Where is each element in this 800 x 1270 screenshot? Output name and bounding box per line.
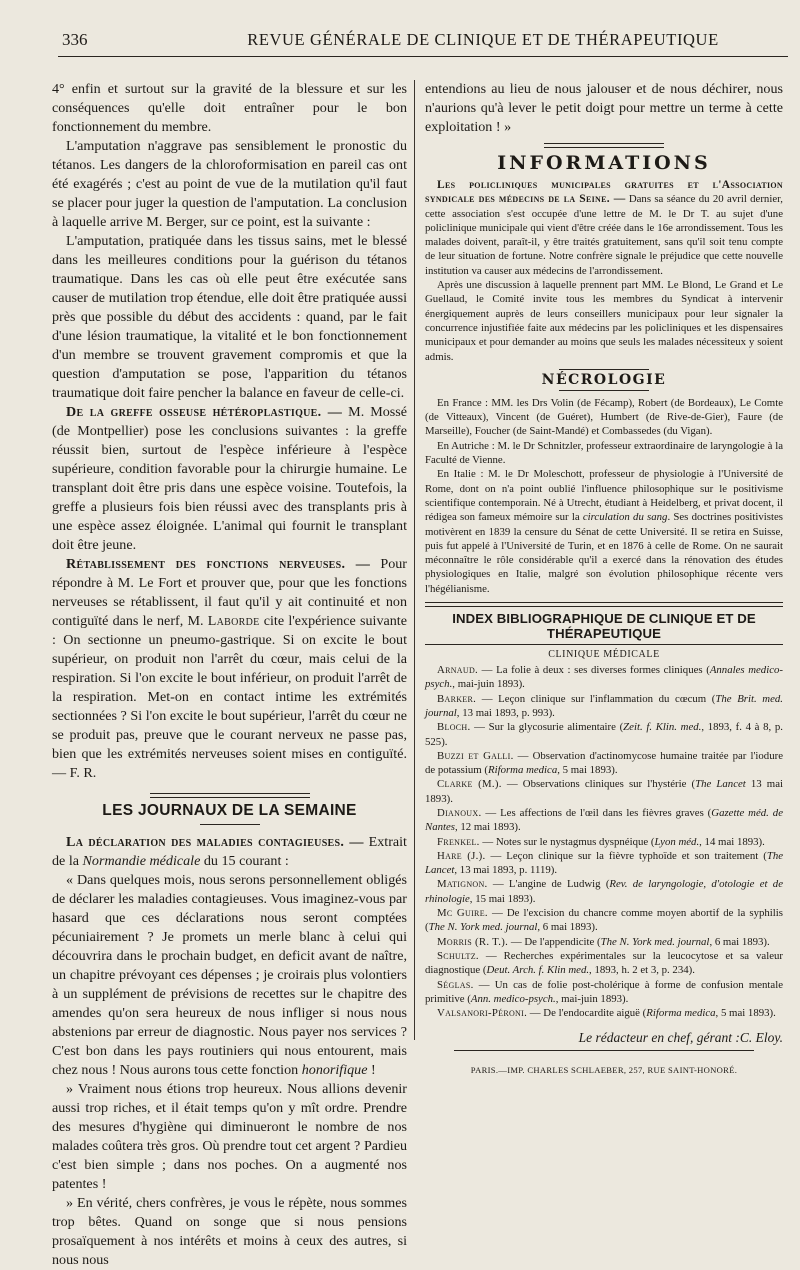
section-heading: Rétablissement des fonctions nerveuses. — [66,556,371,572]
entry-source: The N. York med. journal [428,921,538,934]
entry-author: Dianoux. [437,806,482,819]
paragraph-text: Dans sa séance du 20 avril dernier, cette association s'est occupée d'une lettre de M. le Dr T. au sujet d'une policlinique municipale qui vient d'être créée dans le 16e arrondissement. Tous les malades doivent, paraît-il, y être traités gratuitement, sans qu'il soit tenu compte de leur situation de fortune. Notre confrère signale le préjudice que cette nouvelle institution va causer aux médecins de l'arrondissement. [425,193,783,277]
entry-author: Morris (R. T.). [437,935,509,948]
footer-rule [454,1050,754,1051]
entry-source: Deut. Arch. f. Klin med. [486,964,590,977]
entry-source: Annales medico-psych. [425,664,783,691]
entry-source: The Brit. med. journal [425,692,783,719]
entry-source: Riforma medica [646,1007,716,1020]
paragraph [425,178,783,278]
entry-text: — Recherches expérimentales sur la leucocytose et sa valeur diagnostique ( [425,949,783,977]
paragraph-text: En Italie : M. le Dr Moleschott, professeur de physiologie à l'Université de Rome, dont on n'a point oublié l'influence philosophique sur le positivisme scientifique contemporain. Né à Utrecht, étudiant à Heidelberg, et privat docent, il rédigea son fameux mémoire sur la [425,468,783,524]
entry-text: 13 mai 1893). [425,778,784,805]
paragraph: » En vérité, chers confrères, je vous le répète, nous sommes trop bêtes. Quand on songe que si nous pensions prosaïquement à nos intérêts et moins à ceux des autres, si nous nous [52,1195,407,1268]
entry-text: — Notes sur le nystagmus dyspnéique ( [479,835,655,848]
paragraph-text: ! [367,1062,376,1078]
bibliography-entry [425,777,783,806]
entry-text: — Leçon clinique sur l'inflammation du cœcum ( [476,692,716,705]
subsection-title: CLINIQUE MÉDICALE [548,649,660,661]
section-title: LES JOURNAUX DE LA SEMAINE [102,802,357,819]
section-rule [425,602,783,607]
paragraph-text: du 15 courant : [200,853,289,869]
paragraph: L'amputation, pratiquée dans les tissus sains, met le blessé dans les meilleures conditions pour la guérison du tétanos traumatique. Dans les cas où elle peut être exécutée sans causer de mutilation trop étendue, elle doit être pratiquée aussi près que possible du début des accidents : quand, par le fait d'une lésion traumatique, la vitalité et le bon fonctionnement d'un membre se trouvent gravement compromis et que la question d'amputation se pose, l'apparition du tétanos traumatique doit faire pencher la balance en faveur de celle-ci. [52,233,407,401]
bibliography-entry [425,877,783,906]
entry-text: — Leçon clinique sur la fièvre typhoïde et son traitement ( [485,849,767,862]
page-header [58,26,788,57]
entry-text: , 14 mai 1893). [699,835,765,848]
entry-text: — L'angine de Ludwig ( [487,878,610,891]
entry-author: Buzzi et Galli. [437,749,514,762]
signature: Le rédacteur en chef, gérant :C. Eloy. [578,1030,783,1046]
entry-text: — Un cas de folie post-cholérique à forme de confusion mentale primitive ( [425,978,783,1005]
entry-source: The Lancet [425,849,784,877]
bibliography-entry [425,1006,783,1020]
bibliography-list [425,663,783,1020]
paragraph-text: . Ses doctrines positivistes motivèrent en 1839 la censure du Sénat de cette Université. Il se retira en Suisse, puis fut appelé à l'Université de Turin, et en 1876 à celle de Rome. On ne saurait méconnaître le rôle considérable qu'il a exercé dans la rénovation des études physiologiques en Italie, malgré son évolution philosophique récente vers l'hégélianisme. [425,511,784,595]
paragraph [52,833,407,871]
paragraph: entendions au lieu de nous jalouser et de nous déchirer, nous n'aurions qu'à lever le petit doigt pour mettre un terme à cette exploitation ! » [425,81,783,135]
paragraph [52,403,407,555]
entry-author: Arnaud. [437,664,479,677]
entry-text: , 5 mai 1893). [557,764,618,777]
section-heading: La déclaration des maladies contagieuses. — [66,834,364,850]
source-title: Normandie médicale [82,853,201,869]
paragraph: En Autriche : M. le Dr Schnitzler, professeur extraordinaire de laryngologie à la Faculté de Vienne. [425,439,783,467]
entry-text: , 6 mai 1893). [709,935,770,948]
entry-text: — Les affections de l'œil dans les fièvres graves ( [481,806,712,819]
entry-author: Schultz. [437,949,479,962]
paragraph: » Vraiment nous étions trop heureux. Nous allions devenir aussi trop riches, et il était temps qu'on y mît ordre. Prendre des mesures d'hygiène qui diminueront le nombre de nos malades coûtera très gros. Où prendre tout cet argent ? Pardieu c'est bien simple ; dans nos poches. On a augmenté nos patentes ! [52,1081,407,1192]
entry-text: , 12 mai 1893). [455,821,521,834]
entry-source: Rev. de laryngologie, d'otologie et de rhinologie [425,878,783,905]
entry-author: Bloch. [437,721,471,734]
bibliography-entry [425,720,783,749]
entry-text: — De l'appendicite ( [508,935,601,948]
paragraph [425,467,783,596]
section-rule [425,644,783,645]
column-divider [414,80,415,1040]
entry-author: Valsanori-Péroni. [437,1007,528,1020]
entry-text: , 13 mai 1893, p. 993). [456,706,555,719]
section-heading: Les policliniques municipales gratuites et l'Association syndicale des médecins de la Seine. — [425,179,783,206]
bibliography-entry [425,806,783,835]
paragraph-text: « Dans quelques mois, nous serons personnellement obligés de déclarer les maladies contagieuses. Vous imaginez-vous par hasard que ces déclarations nous seront comptées pécuniairement ? Je promets un merle blanc à celui qui découvrira dans le prochain budget, en deficit avant de naître, un chapitre prévoyant ces dépenses ; je croirais plus volontiers à un supplément de prévisions de recettes sur le chapitre des amendes qu'on sera heureux de nous infliger si nous nous abstenions par erreur de diagnostic. Nous payer nos services ? C'est bon dans les pays routiniers qui nous entourent, mais chez nous ! Nous aurons tous cette fonction [52,872,407,1078]
paragraph [52,555,407,783]
bibliography-entry [425,978,783,1007]
entry-text: — Observations cliniques sur l'hystérie ( [501,778,696,791]
bibliography-entry [425,906,783,935]
entry-text: — Sur la glycosurie alimentaire ( [470,721,624,734]
bibliography-entry [425,949,783,978]
paragraph-text: M. Mossé (de Montpellier) pose les conclusions suivantes : la greffe réussit bien, surtout de l'espèce inférieure à l'espèce supérieure, condition favorable pour la chirurgie humaine. Le transplant doit être pris dans une espèce voisine. Toutefois, la greffe a plusieurs fois bien réussi avec des transplants pris à une espèce assez éloignée. L'animal qui fournit le transplant doit être jeune. [52,404,408,553]
paragraph: 4° enfin et surtout sur la gravité de la blessure et sur les conséquences qu'elle doit entraîner pour le bon fonctionnement du membre. [52,81,407,135]
paragraph: L'amputation n'aggrave pas sensiblement le pronostic du tétanos. Les dangers de la chloroformisation en pareil cas ont été exagérés ; c'est au point de vue de la mutilation qu'il faut se placer pour juger la question de l'amputation. La conclusion à laquelle arrive M. Berger, sur ce point, est la suivante : [52,138,407,230]
entry-author: Séglas. [437,978,474,991]
right-column [425,80,783,1075]
section-title: INDEX BIBLIOGRAPHIQUE DE CLINIQUE ET DE THÉRAPEUTIQUE [452,611,756,642]
section-rule [200,824,260,825]
entry-source: Zeit. f. Klin. med. [623,721,702,734]
page-number: 336 [62,30,88,49]
paragraph: En France : MM. les Drs Volin (de Fécamp), Robert (de Bordeaux), Le Comte (de Vitteaux), Vincent (de Guéret), Humbert (de Rive-de-Gier), Faure (de Marseille), Foucher (de Saint-Mandé) et Combassedes (du Vigan). [425,396,783,438]
section-rule [544,143,664,148]
entry-text: — De l'excision du chancre comme moyen abortif de la syphilis ( [425,907,784,934]
bibliography-entry [425,692,783,721]
paragraph: Après une discussion à laquelle prennent part MM. Le Blond, Le Grand et Le Guellaud, le Comité invite tous les membres du Syndicat à intervenir énergiquement auprès de leurs conseillers municipaux pour leur signaler la concurrence injustifiée faite aux médecins par les policliniques et les dispensaires municipaux et pour demander au moins que seuls les malades nécessiteux y soient admis. [425,279,783,363]
bibliography-entry [425,663,783,692]
bibliography-entry [425,749,783,778]
entry-text: , 1893, f. 4 à 8, p. 525). [425,721,783,748]
running-title: REVUE GÉNÉRALE DE CLINIQUE ET DE THÉRAPEUTIQUE [247,30,719,49]
entry-author: Frenkel. [437,835,480,848]
left-column [52,80,407,1270]
author-name: Laborde [207,613,260,629]
paragraph-text: cite l'expérience suivante : On sectionne un pneumo-gastrique. Si on excite le bout supérieur, on produit non l'arrêt du cœur, mais celui de la respiration. Si l'on excite le bout inférieur, on produit l'arrêt de la respiration. Met-on en contact intime les extrémités sectionnées ? Si l'on excite le bout supérieur, l'arrêt du cœur ne se produit pas, preuve que le courant nerveux ne passe pas, bien que les extrémités nerveuses soient mises en contiguïté. — F. R. [52,613,407,781]
entry-text: , 6 mai 1893). [537,921,598,934]
imprint: PARIS.—IMP. CHARLES SCHLAEBER, 257, RUE SAINT-HONORÉ. [470,1065,738,1076]
emphasis: circulation du sang [582,511,668,524]
bibliography-entry [425,935,783,949]
section-heading: De la greffe osseuse hétéroplastique. — [66,404,343,420]
entry-author: Clarke (M.). [437,778,502,791]
entry-source: The Lancet [695,778,746,791]
section-title: NÉCROLOGIE [541,371,667,388]
entry-text: , 13 mai 1893, p. 1119). [454,864,558,877]
section-rule [559,369,649,370]
section-rule [150,793,310,798]
emphasis: honorifique [301,1062,368,1078]
paragraph-text: Extrait de la [52,834,407,869]
entry-source: Riforma medica [487,764,558,777]
section-rule [559,390,649,391]
entry-text: , mai-juin 1893). [452,678,525,691]
entry-text: — Observation d'actinomycose humaine traitée par l'iodure de potassium ( [425,749,783,777]
entry-text: , mai-juin 1893). [555,992,629,1005]
entry-text: — De l'endocardite aiguë ( [527,1007,647,1020]
entry-text: , 1893, h. 2 et 3, p. 234). [589,964,695,977]
entry-author: Matignon. [437,878,488,891]
bibliography-entry [425,849,783,878]
entry-source: Gazette méd. de Nantes [425,806,783,834]
entry-text: , 15 mai 1893). [469,892,536,905]
entry-text: , 5 mai 1893). [715,1007,776,1020]
paragraph [52,871,407,1080]
entry-source: Lyon méd. [654,835,700,848]
entry-source: Ann. medico-psych. [470,992,556,1005]
bibliography-entry [425,835,783,849]
entry-author: Barker. [437,692,477,705]
entry-author: Mc Guire. [437,907,488,920]
entry-author: Hare (J.). [437,849,486,862]
entry-text: — La folie à deux : ses diverses formes cliniques ( [478,664,710,677]
paragraph-text: Pour répondre à M. Le Fort et prouver que, pour que les fonctions nerveuses se rétablissent, il faut qu'il y ait continuité et non contiguïté dans le nerf, M. [52,556,407,629]
section-title: INFORMATIONS [497,152,711,174]
entry-source: The N. York med. journal [600,935,710,948]
